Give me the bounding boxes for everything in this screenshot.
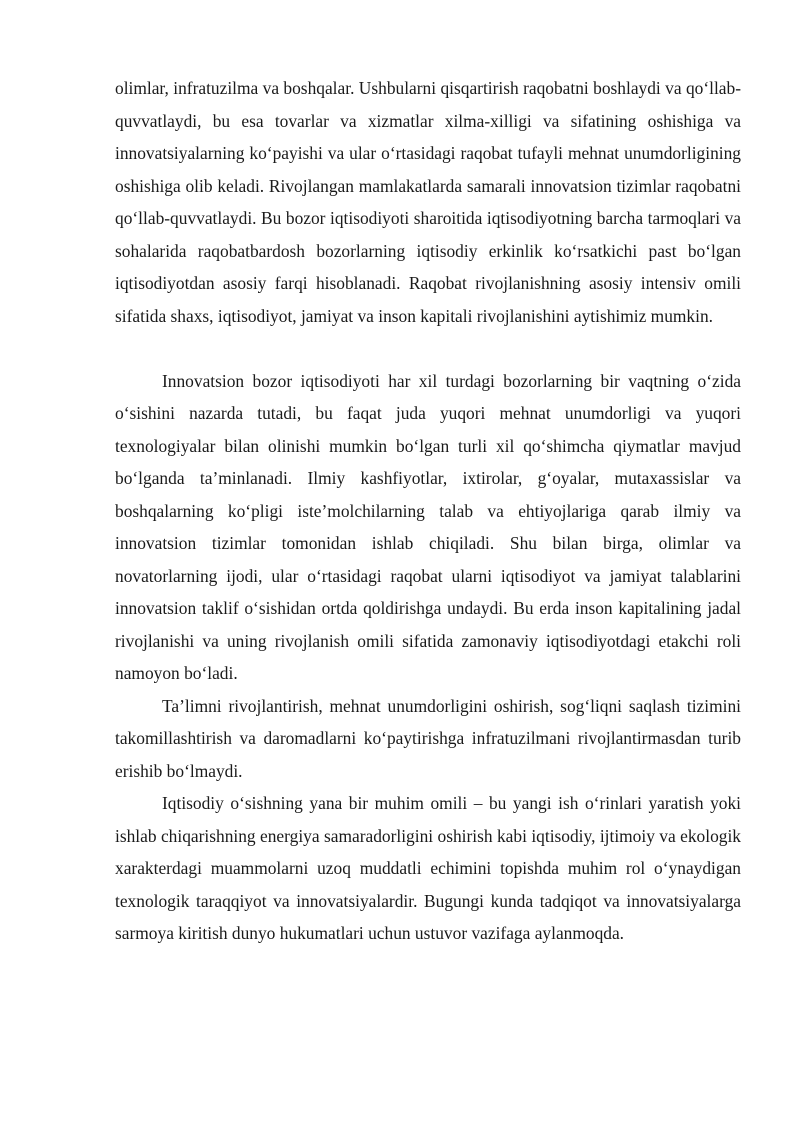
paragraph-1: olimlar, infratuzilma va boshqalar. Ushbularni qisqartirish raqobatni boshlaydi va qo‘llab-quvvatlaydi, bu esa tovarlar va xizmatlar xilma-xilligi va sifatining oshishiga va innovatsiyalarning ko‘payishi va ular o‘rtasidagi raqobat tufayli mehnat unumdorligining oshishiga olib keladi. Rivojlangan mamlakatlarda samarali innovatsion tizimlar raqobatni qo‘llab-quvvatlaydi. Bu bozor iqtisodiyoti sharoitida iqtisodiyotning barcha tarmoqlari va sohalarida raqobatbardosh bozorlarning iqtisodiy erkinlik ko‘rsatkichi past bo‘lgan iqtisodiyotdan asosiy farqi hisoblanadi. Raqobat rivojlanishning asosiy intensiv omili sifatida shaxs, iqtisodiyot, jamiyat va inson kapitali rivojlanishini aytishimiz mumkin. bbox=[115, 78, 741, 326]
paragraph-4: Iqtisodiy o‘sishning yana bir muhim omili – bu yangi ish o‘rinlari yaratish yoki ishlab chiqarishning energiya samaradorligini oshirish kabi iqtisodiy, ijtimoiy va ekologik xarakterdagi muammolarni uzoq muddatli echimini topishda muhim rol o‘ynaydigan texnologik taraqqiyot va innovatsiyalardir. Bugungi kunda tadqiqot va innovatsiyalarga sarmoya kiritish dunyo hukumatlari uchun ustuvor vazifaga aylanmoqda. bbox=[115, 793, 741, 943]
paragraph-3: Ta’limni rivojlantirish, mehnat unumdorligini oshirish, sog‘liqni saqlash tizimini takomillashtirish va daromadlarni ko‘paytirishga infratuzilmani rivojlantirmasdan turib erishib bo‘lmaydi. bbox=[115, 695, 741, 781]
paragraph-2: Innovatsion bozor iqtisodiyoti har xil turdagi bozorlarning bir vaqtning o‘zida o‘sishini nazarda tutadi, bu faqat juda yuqori mehnat unumdorligi va yuqori texnologiyalar bilan olinishi mumkin bo‘lgan turli xil qo‘shimcha qiymatlar mavjud bo‘lganda ta’minlanadi. Ilmiy kashfiyotlar, ixtirolar, g‘oyalar, mutaxassislar va boshqalarning ko‘pligi iste’molchilarning talab va ehtiyojlariga qarab ilmiy va innovatsion tizimlar tomonidan ishlab chiqiladi. Shu bilan birga, olimlar va novatorlarning ijodi, ular o‘rtasidagi raqobat ularni iqtisodiyot va jamiyat talablarini innovatsion taklif o‘sishidan ortda qoldirishga undaydi. Bu erda inson kapitalining jadal rivojlanishi va uning rivojlanish omili sifatida zamonaviy iqtisodiyotdagi etakchi roli namoyon bo‘ladi. bbox=[115, 370, 741, 683]
paragraph-gap bbox=[115, 332, 741, 365]
document-page bbox=[115, 72, 741, 950]
